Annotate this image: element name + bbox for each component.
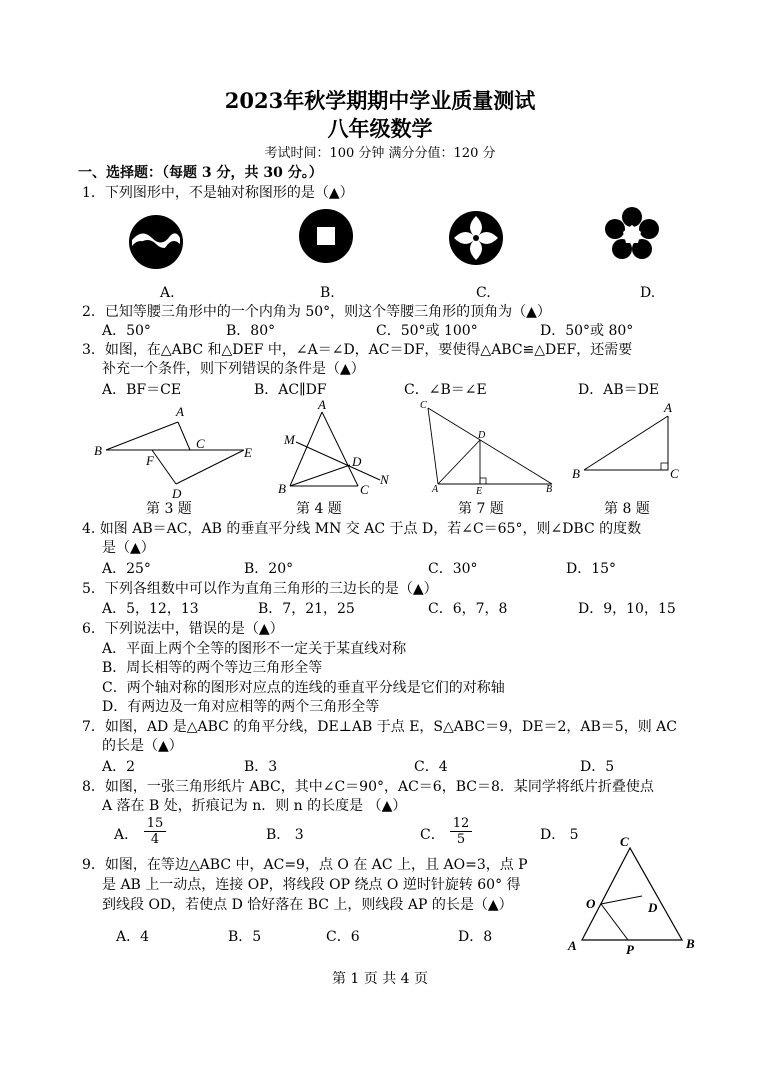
q2-option-c[interactable]: C．50°或 100° (376, 323, 478, 339)
q8-option-a-label[interactable]: A． (114, 827, 139, 843)
q1-figure-d-icon (604, 206, 660, 262)
fig9-label-o: O (586, 896, 596, 911)
q7-option-b[interactable]: B．3 (244, 759, 278, 775)
fig4-label-m: M (284, 432, 295, 447)
caption-q7: 第 7 题 (458, 501, 504, 517)
q2-option-b[interactable]: B．80° (226, 323, 276, 339)
fig3-label-d: D (172, 486, 182, 501)
section-heading: 一、选择题：（每题 3 分，共 30 分。） (78, 165, 323, 181)
q5-stem: 5．下列各组数中可以作为直角三角形的三边长的是（▲） (82, 581, 438, 597)
q9-option-a[interactable]: A．4 (116, 929, 150, 945)
q7-stem-line1: 7．如图，AD 是△ABC 的角平分线，DE⊥AB 于点 E，S△ABC＝9，DE＝2，AB＝5，则 AC (82, 719, 677, 735)
q4-option-a[interactable]: A．25° (102, 561, 151, 577)
q9-option-c[interactable]: C．6 (326, 929, 360, 945)
q1-option-c[interactable]: C. (476, 285, 491, 301)
q8-option-a-fraction[interactable] (144, 816, 166, 847)
q4-stem-line1: 4. 如图 AB＝AC，AB 的垂直平分线 MN 交 AC 于点 D，若∠C＝65°，则∠DBC 的度数 (82, 521, 642, 537)
fig9-label-a: A (568, 938, 577, 953)
fig8-label-b: B (572, 466, 580, 481)
figure-q9-diagram (562, 834, 702, 960)
caption-q3: 第 3 题 (146, 501, 192, 517)
q5-option-d[interactable]: D．9，10，15 (578, 601, 676, 617)
q6-option-a[interactable]: A．平面上两个全等的图形不一定关于某直线对称 (102, 641, 407, 657)
q9-stem-line3: 到线段 OD，若使点 D 恰好落在 BC 上，则线段 AP 的长是（▲） (102, 897, 513, 913)
q1-option-a[interactable]: A. (160, 285, 175, 301)
q4-stem-line2: 是（▲） (102, 540, 155, 556)
fig4-label-b: B (278, 481, 286, 496)
figure-q7-diagram (418, 398, 562, 498)
q3-option-a[interactable]: A．BF＝CE (102, 382, 182, 398)
fig7-label-b: B (546, 484, 553, 495)
q9-stem-line1: 9．如图，在等边△ABC 中，AC=9，点 O 在 AC 上，且 AO=3，点 P (82, 857, 528, 873)
q3-stem-line1: 3．如图，在△ABC 和△DEF 中，∠A＝∠D，AC＝DF，要使得△ABC≌△DEF，还需要 (82, 342, 633, 358)
fig4-label-a: A (318, 398, 326, 412)
q6-stem: 6．下列说法中，错误的是（▲） (82, 621, 284, 637)
q9-option-d[interactable]: D．8 (458, 929, 493, 945)
fig7-label-e: E (476, 486, 483, 497)
fig4-label-c: C (360, 482, 369, 497)
fig3-label-c: C (196, 436, 205, 451)
q4-option-d[interactable]: D．15° (566, 561, 617, 577)
page-footer: 第 1 页 共 4 页 (331, 971, 429, 987)
fig9-label-p: P (626, 942, 634, 957)
fig9-label-c: C (620, 834, 629, 849)
fig8-label-a: A (664, 400, 672, 415)
fig7-label-c: C (420, 400, 427, 411)
q1-figure-a-icon (128, 214, 184, 270)
q8-option-d[interactable]: D． 5 (540, 827, 579, 843)
q4-option-c[interactable]: C．30° (428, 561, 478, 577)
q2-stem: 2．已知等腰三角形中的一个内角为 50°，则这个等腰三角形的顶角为（▲） (82, 304, 551, 320)
caption-q8: 第 8 题 (604, 501, 650, 517)
q3-option-d[interactable]: D．AB＝DE (578, 382, 660, 398)
fig4-label-d: D (352, 454, 362, 469)
exam-subject: 八年级数学 (327, 116, 433, 141)
fig3-label-f: F (146, 453, 154, 468)
q1-figure-c-icon (448, 210, 504, 266)
fig4-label-n: N (380, 472, 389, 487)
q8-option-a-denominator: 4 (150, 832, 160, 847)
fig8-label-c: C (670, 466, 679, 481)
fig9-label-d: D (648, 900, 658, 915)
q1-stem: 1．下列图形中，不是轴对称图形的是（▲） (82, 185, 354, 201)
q5-option-b[interactable]: B．7，21，25 (258, 601, 355, 617)
q7-stem-line2: 的长是（▲） (102, 738, 183, 754)
q3-option-c[interactable]: C．∠B＝∠E (404, 382, 487, 398)
q8-option-b[interactable]: B． 3 (266, 827, 304, 843)
q8-stem-line2: A 落在 B 处，折痕记为 n．则 n 的长度是 （▲） (102, 798, 407, 814)
q2-option-a[interactable]: A．50° (102, 323, 151, 339)
q7-option-d[interactable]: D．5 (580, 759, 615, 775)
figure-q4-diagram (270, 398, 390, 498)
q8-option-a-numerator: 15 (144, 816, 166, 832)
q6-option-c[interactable]: C．两个轴对称的图形对应点的连线的垂直平分线是它们的对称轴 (102, 680, 505, 696)
fig7-label-d: D (478, 430, 486, 441)
q1-option-d[interactable]: D. (640, 285, 656, 301)
q8-stem-line1: 8．如图，一张三角形纸片 ABC，其中∠C＝90°，AC＝6，BC＝8．某同学将纸片折叠使点 (82, 779, 654, 795)
exam-info: 考试时间：100 分钟 满分分值：120 分 (264, 146, 496, 161)
fig9-label-b: B (686, 936, 695, 951)
q3-stem-line2: 补充一个条件，则下列错误的条件是（▲） (102, 361, 365, 377)
fig3-label-a: A (176, 404, 184, 419)
q6-option-d[interactable]: D．有两边及一角对应相等的两个三角形全等 (102, 699, 380, 715)
q7-option-a[interactable]: A．2 (102, 759, 136, 775)
q7-option-c[interactable]: C．4 (414, 759, 448, 775)
q1-figure-b-icon (298, 208, 354, 264)
fig3-label-b: B (94, 443, 102, 458)
exam-title: 2023年秋学期期中学业质量测试 (224, 88, 536, 113)
q4-option-b[interactable]: B．20° (244, 561, 294, 577)
figure-q8-diagram (568, 400, 688, 490)
q5-option-a[interactable]: A．5，12，13 (102, 601, 199, 617)
q3-option-b[interactable]: B．AC∥DF (254, 382, 327, 398)
fig7-label-a: A (432, 484, 439, 495)
q2-option-d[interactable]: D．50°或 80° (540, 323, 634, 339)
q8-option-c-denominator: 5 (456, 832, 466, 847)
q8-option-c-fraction[interactable] (450, 816, 472, 847)
q8-option-c-numerator: 12 (450, 816, 472, 832)
q8-option-c-label[interactable]: C． (420, 827, 445, 843)
caption-q4: 第 4 题 (296, 501, 342, 517)
q1-option-b[interactable]: B. (320, 285, 335, 301)
figure-q3-diagram (92, 400, 262, 502)
q5-option-c[interactable]: C．6，7，8 (428, 601, 508, 617)
fig3-label-e: E (244, 445, 252, 460)
q9-option-b[interactable]: B．5 (228, 929, 262, 945)
q9-stem-line2: 是 AB 上一动点，连接 OP，将线段 OP 绕点 O 逆时针旋转 60° 得 (102, 877, 521, 893)
q6-option-b[interactable]: B．周长相等的两个等边三角形全等 (102, 660, 323, 676)
